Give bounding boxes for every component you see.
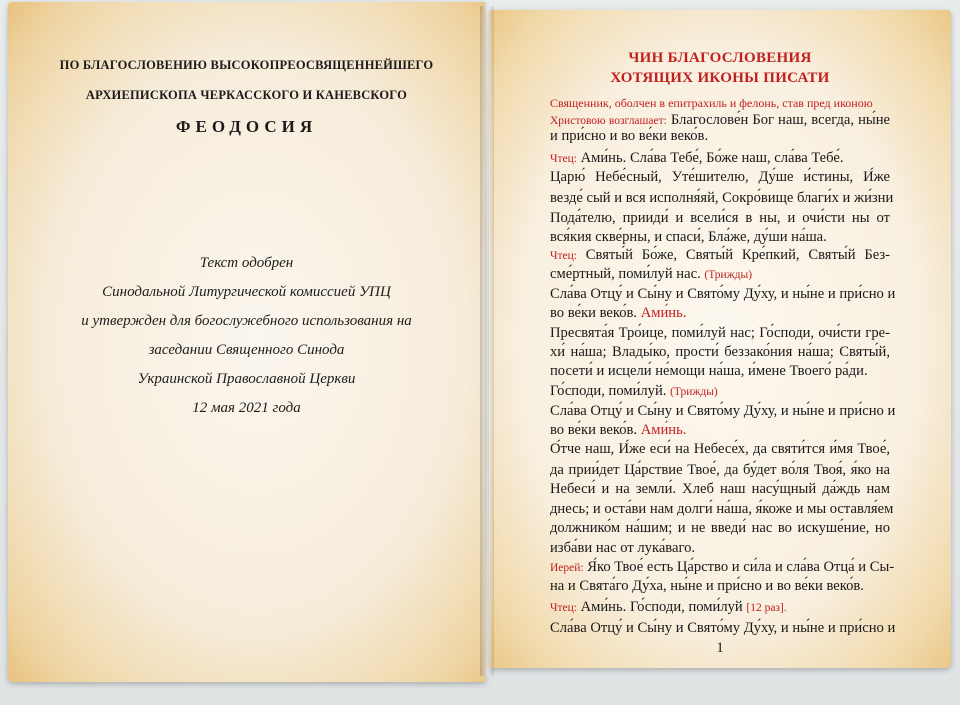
- rubric-tail: (Трижды): [670, 386, 718, 398]
- rubric-text: Чтец:: [550, 602, 577, 614]
- rite-line: [550, 382, 890, 401]
- book-spine: [480, 6, 494, 676]
- rite-line: [550, 285, 896, 303]
- prayer-text: Святы́й Бо́же, Святы́й Кре́пкий, Святы́й Без-: [576, 247, 890, 263]
- rubric-text: Священник, оболчен в епитрахиль и фелонь, став пред иконою: [550, 96, 873, 110]
- rite-title-line-2: ХОТЯЩИХ ИКОНЫ ПИСАТИ: [610, 70, 830, 86]
- approval-line-2: Синодальной Литургической комиссией УПЦ: [102, 284, 391, 300]
- blessing-name: ФЕОДОСИЯ: [175, 117, 318, 136]
- prayer-text: Ами́нь. Го́споди, поми́луй: [576, 599, 747, 615]
- rubric-text: Иерей:: [550, 562, 584, 574]
- prayer-text: Пресвята́я Тро́ице, поми́луй нас; Го́споди, очи́сти гре-: [550, 325, 890, 341]
- prayer-text: да прии́дет Ца́рствие Твое́, да бу́дет во́ля Твоя́, я́ко на: [550, 462, 890, 478]
- prayer-text: изба́ви нас от лука́ваго.: [550, 540, 696, 556]
- prayer-text: хи́ на́ша; Влады́ко, прости́ беззако́ния на́ша; Святы́й,: [550, 344, 890, 360]
- prayer-text: везде́ сый и вся исполня́яй, Сокро́вище благи́х и жи́зни: [550, 190, 894, 206]
- prayer-text: Го́споди, поми́луй.: [550, 383, 671, 399]
- prayer-text: днесь; и оста́ви нам долги́ на́ша, я́коже и мы оставля́ем: [550, 501, 894, 517]
- rite-line: [550, 209, 890, 227]
- rite-line: [550, 189, 894, 207]
- prayer-text: О́тче наш, И́же еси́ на Небесе́х, да святи́тся и́мя Твое́,: [550, 441, 890, 457]
- rite-line: [550, 619, 896, 637]
- rite-line: [550, 519, 890, 537]
- rubric-text: Чтец:: [550, 250, 577, 262]
- rite-line: [550, 577, 890, 595]
- prayer-text: и при́сно и во ве́ки веко́в.: [550, 128, 709, 144]
- prayer-text: Пода́телю, прииди́ и всели́ся в ны, и очи́сти ны от: [550, 210, 890, 226]
- approval-line-1: Текст одобрен: [199, 255, 294, 271]
- prayer-text: сме́ртный, поми́луй нас.: [550, 266, 705, 282]
- prayer-text: посети́ и исцели́ не́мощи на́ша, и́мене Твоего́ ра́ди.: [550, 363, 868, 379]
- rubric-text: Христовою возглашает:: [550, 115, 667, 127]
- rite-line: [550, 362, 890, 380]
- rubric-tail: [12 раз].: [746, 602, 787, 614]
- approval-line-3: и утвержден для богослужебного использования на: [81, 313, 412, 329]
- rite-line: [550, 246, 890, 265]
- prayer-text: во ве́ки веко́в.: [550, 305, 641, 321]
- rite-line: [550, 168, 890, 186]
- approval-line-4: заседании Священного Синода: [148, 342, 345, 358]
- rite-line: [550, 343, 890, 361]
- rite-line: [550, 539, 890, 557]
- rite-title-line-1: ЧИН БЛАГОСЛОВЕНИЯ: [628, 50, 812, 66]
- prayer-text: Сла́ва Отцу́ и Сы́ну и Свято́му Ду́ху, и ны́не и при́сно и: [550, 620, 896, 636]
- rite-line: [550, 149, 890, 168]
- prayer-text: Ами́нь. Сла́ва Тебе́, Бо́же наш, сла́ва Тебе́.: [576, 150, 844, 166]
- rite-line: [550, 304, 890, 322]
- rite-line: [550, 402, 896, 420]
- approval-line-5: Украинской Православной Церкви: [137, 371, 356, 387]
- prayer-text: вся́кия скве́рны, и спаси́, Бла́же, ду́ши на́ша.: [550, 229, 827, 245]
- rite-line: [550, 558, 895, 577]
- prayer-text: Сла́ва Отцу́ и Сы́ну и Свято́му Ду́ху, и ны́не и при́сно и: [550, 403, 896, 419]
- rubric-tail: Ами́нь.: [640, 422, 687, 438]
- blessing-line-2: АРХИЕПИСКОПА ЧЕРКАССКОГО И КАНЕВСКОГО: [85, 88, 408, 102]
- rite-line: [550, 421, 890, 439]
- rite-line: [550, 265, 890, 284]
- rite-line: [550, 500, 894, 518]
- rite-line: [550, 94, 890, 112]
- rubric-tail: Ами́нь.: [640, 305, 687, 321]
- prayer-text: Царю́ Небе́сный, Уте́шителю, Ду́ше и́стины, И́же: [550, 169, 890, 185]
- approval-date: 12 мая 2021 года: [192, 400, 301, 416]
- prayer-text: Я́ко Твое́ есть Ца́рство и си́ла и сла́ва Отца́ и Сы-: [583, 559, 895, 575]
- prayer-text: Благослове́н Бог наш, всегда, ны́не: [666, 112, 890, 128]
- rite-line: [550, 440, 890, 458]
- rite-line: [550, 324, 890, 342]
- prayer-text: должнико́м на́шим; и не введи́ нас во искуше́ние, но: [550, 520, 890, 536]
- blessing-line-1: ПО БЛАГОСЛОВЕНИЮ ВЫСОКОПРЕОСВЯЩЕННЕЙШЕГО: [59, 58, 434, 72]
- prayer-text: Сла́ва Отцу́ и Сы́ну и Свято́му Ду́ху, и ны́не и при́сно и: [550, 286, 896, 302]
- rite-line: [550, 598, 890, 617]
- page-number: 1: [716, 640, 724, 656]
- rubric-tail: (Трижды): [704, 269, 753, 281]
- prayer-text: во ве́ки веко́в.: [550, 422, 641, 438]
- prayer-text: на и Свята́го Ду́ха, ны́не и при́сно и во ве́ки веко́в.: [550, 578, 864, 594]
- rite-line: [550, 228, 890, 246]
- rite-line: [550, 461, 890, 479]
- rite-line: [550, 127, 890, 145]
- prayer-text: Небеси́ и на земли́. Хлеб наш насу́щный да́ждь нам: [550, 481, 890, 497]
- rite-line: [550, 480, 890, 498]
- rubric-text: Чтец:: [550, 153, 577, 165]
